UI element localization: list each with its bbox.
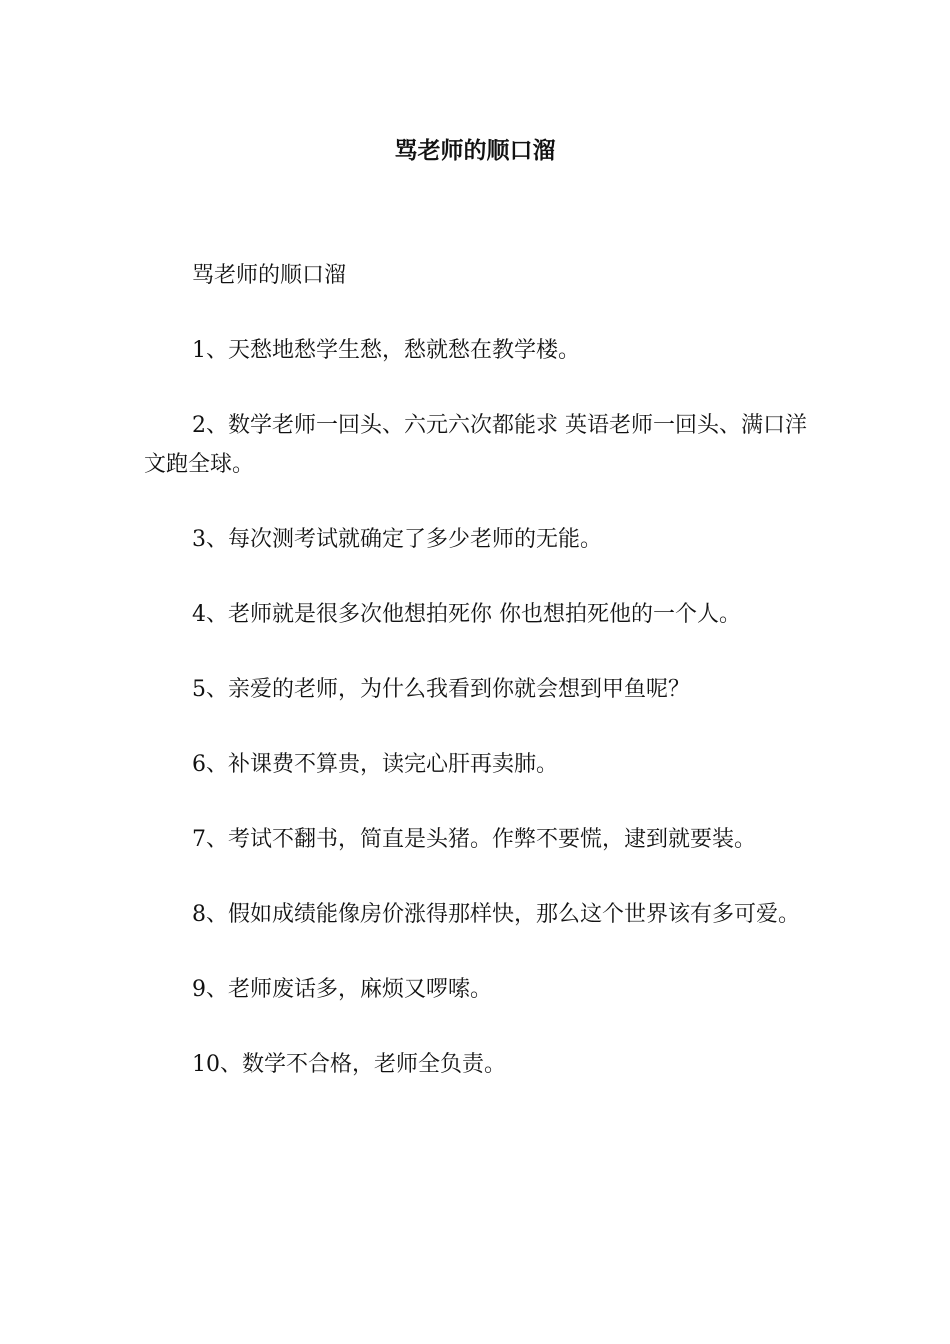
paragraph-item-4: 4、老师就是很多次他想拍死你 你也想拍死他的一个人。 — [192, 602, 741, 627]
paragraph-item-3: 3、每次测考试就确定了多少老师的无能。 — [192, 527, 602, 552]
paragraph-item-5: 5、亲爱的老师，为什么我看到你就会想到甲鱼呢？ — [192, 677, 690, 702]
paragraph-item-7: 7、考试不翻书，简直是头猪。作弊不要慌，逮到就要装。 — [192, 827, 756, 852]
paragraph-heading: 骂老师的顺口溜 — [192, 263, 347, 288]
document-title: 骂老师的顺口溜 — [394, 137, 556, 164]
paragraph-item-1: 1、天愁地愁学生愁，愁就愁在教学楼。 — [192, 338, 580, 363]
paragraph-item-9: 9、老师废话多，麻烦又啰嗦。 — [192, 977, 492, 1002]
paragraph-item-6: 6、补课费不算贵，读完心肝再卖肺。 — [192, 752, 558, 777]
document-body — [144, 256, 808, 1120]
paragraph-item-2: 2、数学老师一回头、六元六次都能求 英语老师一回头、满口洋文跑全球。 — [144, 413, 807, 477]
paragraph-item-8: 8、假如成绩能像房价涨得那样快，那么这个世界该有多可爱。 — [192, 902, 800, 927]
paragraph-item-10: 10、数学不合格，老师全负责。 — [192, 1052, 506, 1077]
